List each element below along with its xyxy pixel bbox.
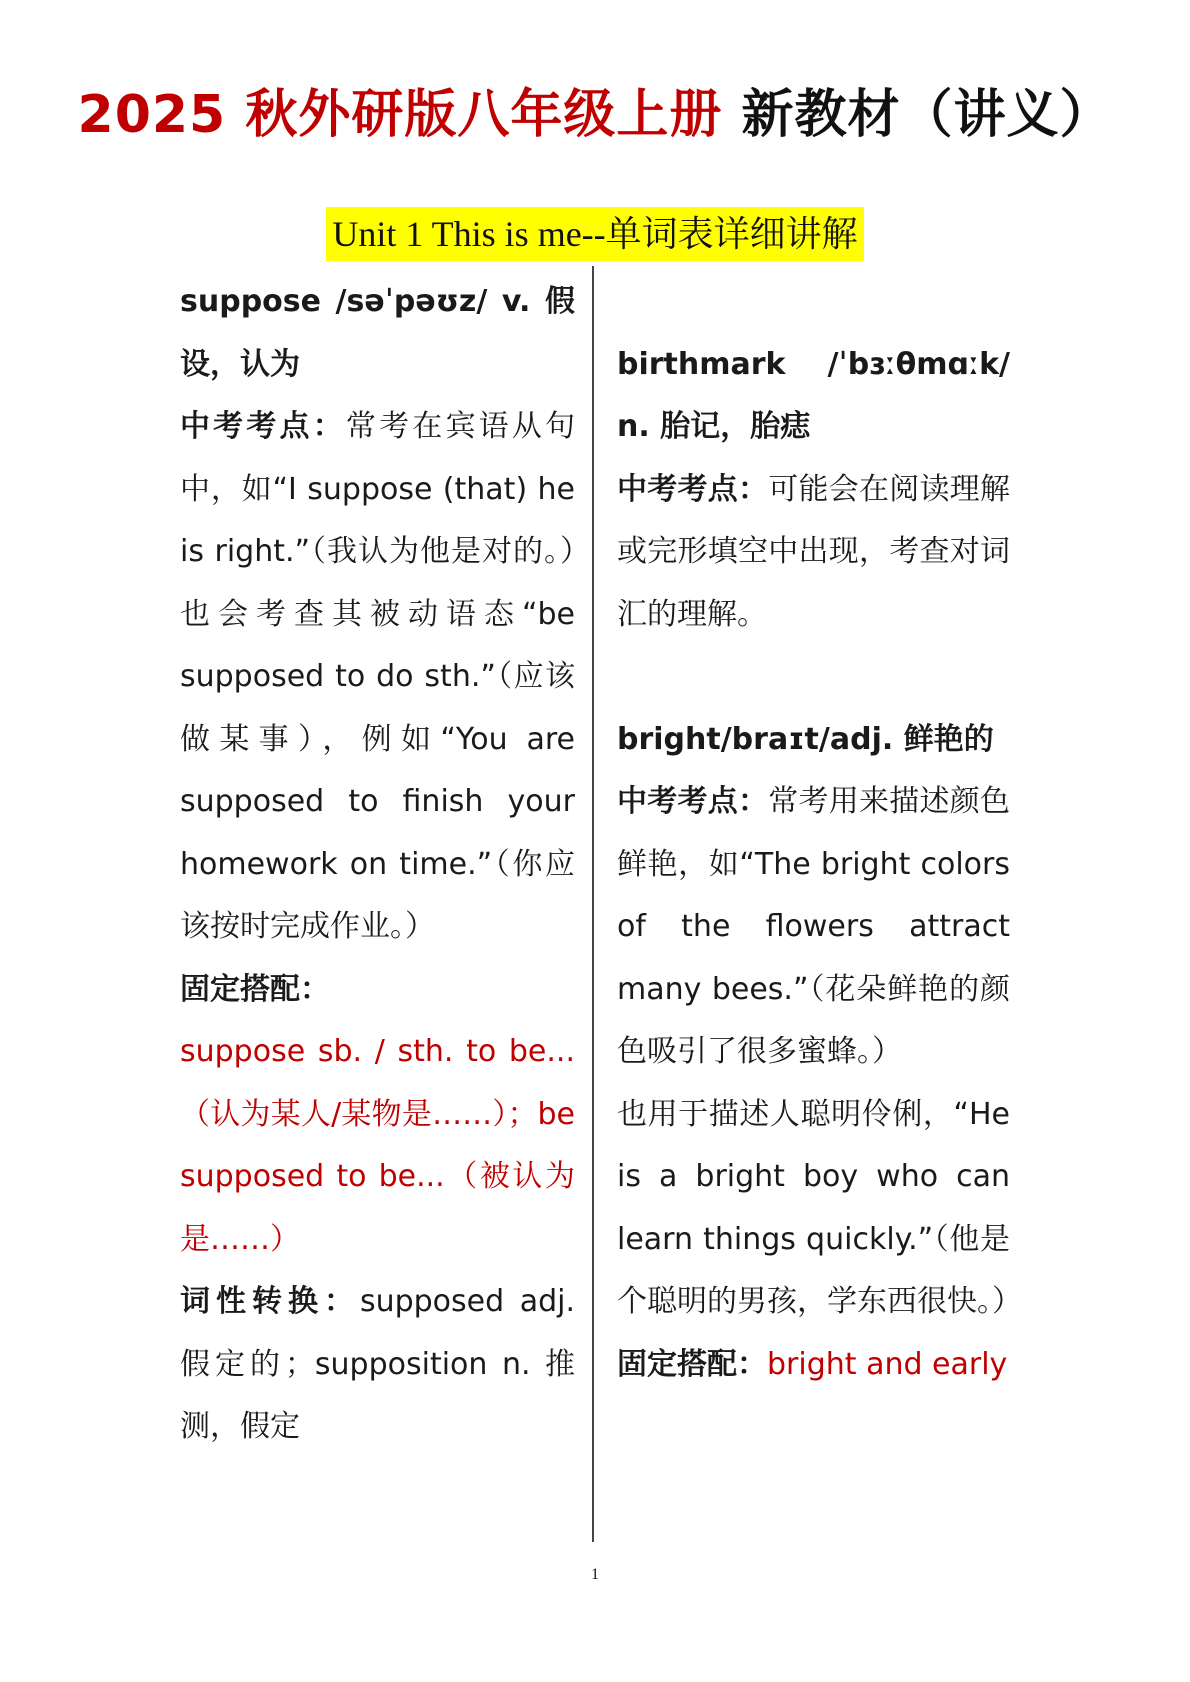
title-black-part: 新教材（讲义） xyxy=(741,85,1113,145)
column-divider xyxy=(592,266,594,1542)
exam-point-suppose xyxy=(180,396,575,959)
conversion-text: supposed adj. 假定的；supposition n. 推测，假定 xyxy=(180,1284,575,1444)
exam-point-text: 常考用来描述颜色鲜艳，如“The bright colors of the flowers attract many bees.”（花朵鲜艳的颜色吸引了很多蜜蜂。） xyxy=(617,784,1010,1069)
exam-point-label: 中考考点： xyxy=(617,784,769,819)
headword-suppose: suppose /səˈpəʊz/ v. 假设，认为 xyxy=(180,284,575,382)
collocation-label: 固定搭配： xyxy=(180,971,330,1007)
document-title xyxy=(0,82,1190,148)
collocation-bright xyxy=(617,1334,1010,1397)
exam-point-birthmark xyxy=(617,459,1010,647)
bright-extra-usage: 也用于描述人聪明伶俐，“He is a bright boy who can learn things quickly.”（他是个聪明的男孩，学东西很快。） xyxy=(617,1096,1022,1319)
right-column xyxy=(617,271,1022,1396)
exam-point-bright xyxy=(617,771,1010,1084)
exam-point-label: 中考考点： xyxy=(617,471,769,507)
collocation-text: suppose sb. / sth. to be...（认为某人/某物是……）；be supposed to be...（被认为是……） xyxy=(180,1034,575,1257)
exam-point-text: 可能会在阅读理解或完形填空中出现，考查对词汇的理解。 xyxy=(617,471,1010,632)
headword-bright: bright/braɪt/adj. 鲜艳的 xyxy=(617,721,994,757)
spacer xyxy=(617,271,1010,334)
left-column xyxy=(180,271,575,1459)
title-red-part: 2025 秋外研版八年级上册 xyxy=(77,85,723,145)
page-number: 1 xyxy=(591,1566,599,1583)
unit-subtitle: Unit 1 This is me--单词表详细讲解 xyxy=(326,207,863,261)
headword-birthmark: birthmark /ˈbɜːθmɑːk/ n. 胎记，胎痣 xyxy=(617,346,1010,444)
spacer xyxy=(617,646,1010,709)
exam-point-label: 中考考点： xyxy=(180,409,346,444)
conversion-label: 词性转换： xyxy=(180,1284,360,1319)
collocation-text: bright and early xyxy=(767,1346,1008,1382)
collocation-label: 固定搭配： xyxy=(617,1346,767,1382)
subtitle-container xyxy=(0,207,1190,261)
conversion-suppose xyxy=(180,1271,575,1459)
exam-point-text: 常考在宾语从句中，如“I suppose (that) he is right.”（我认为他是对的。）也会考查其被动语态“be supposed to do sth.”（应该做某事），例如“You are supposed to finish your homework on time.”（你应该按时完成作业。） xyxy=(180,409,576,944)
